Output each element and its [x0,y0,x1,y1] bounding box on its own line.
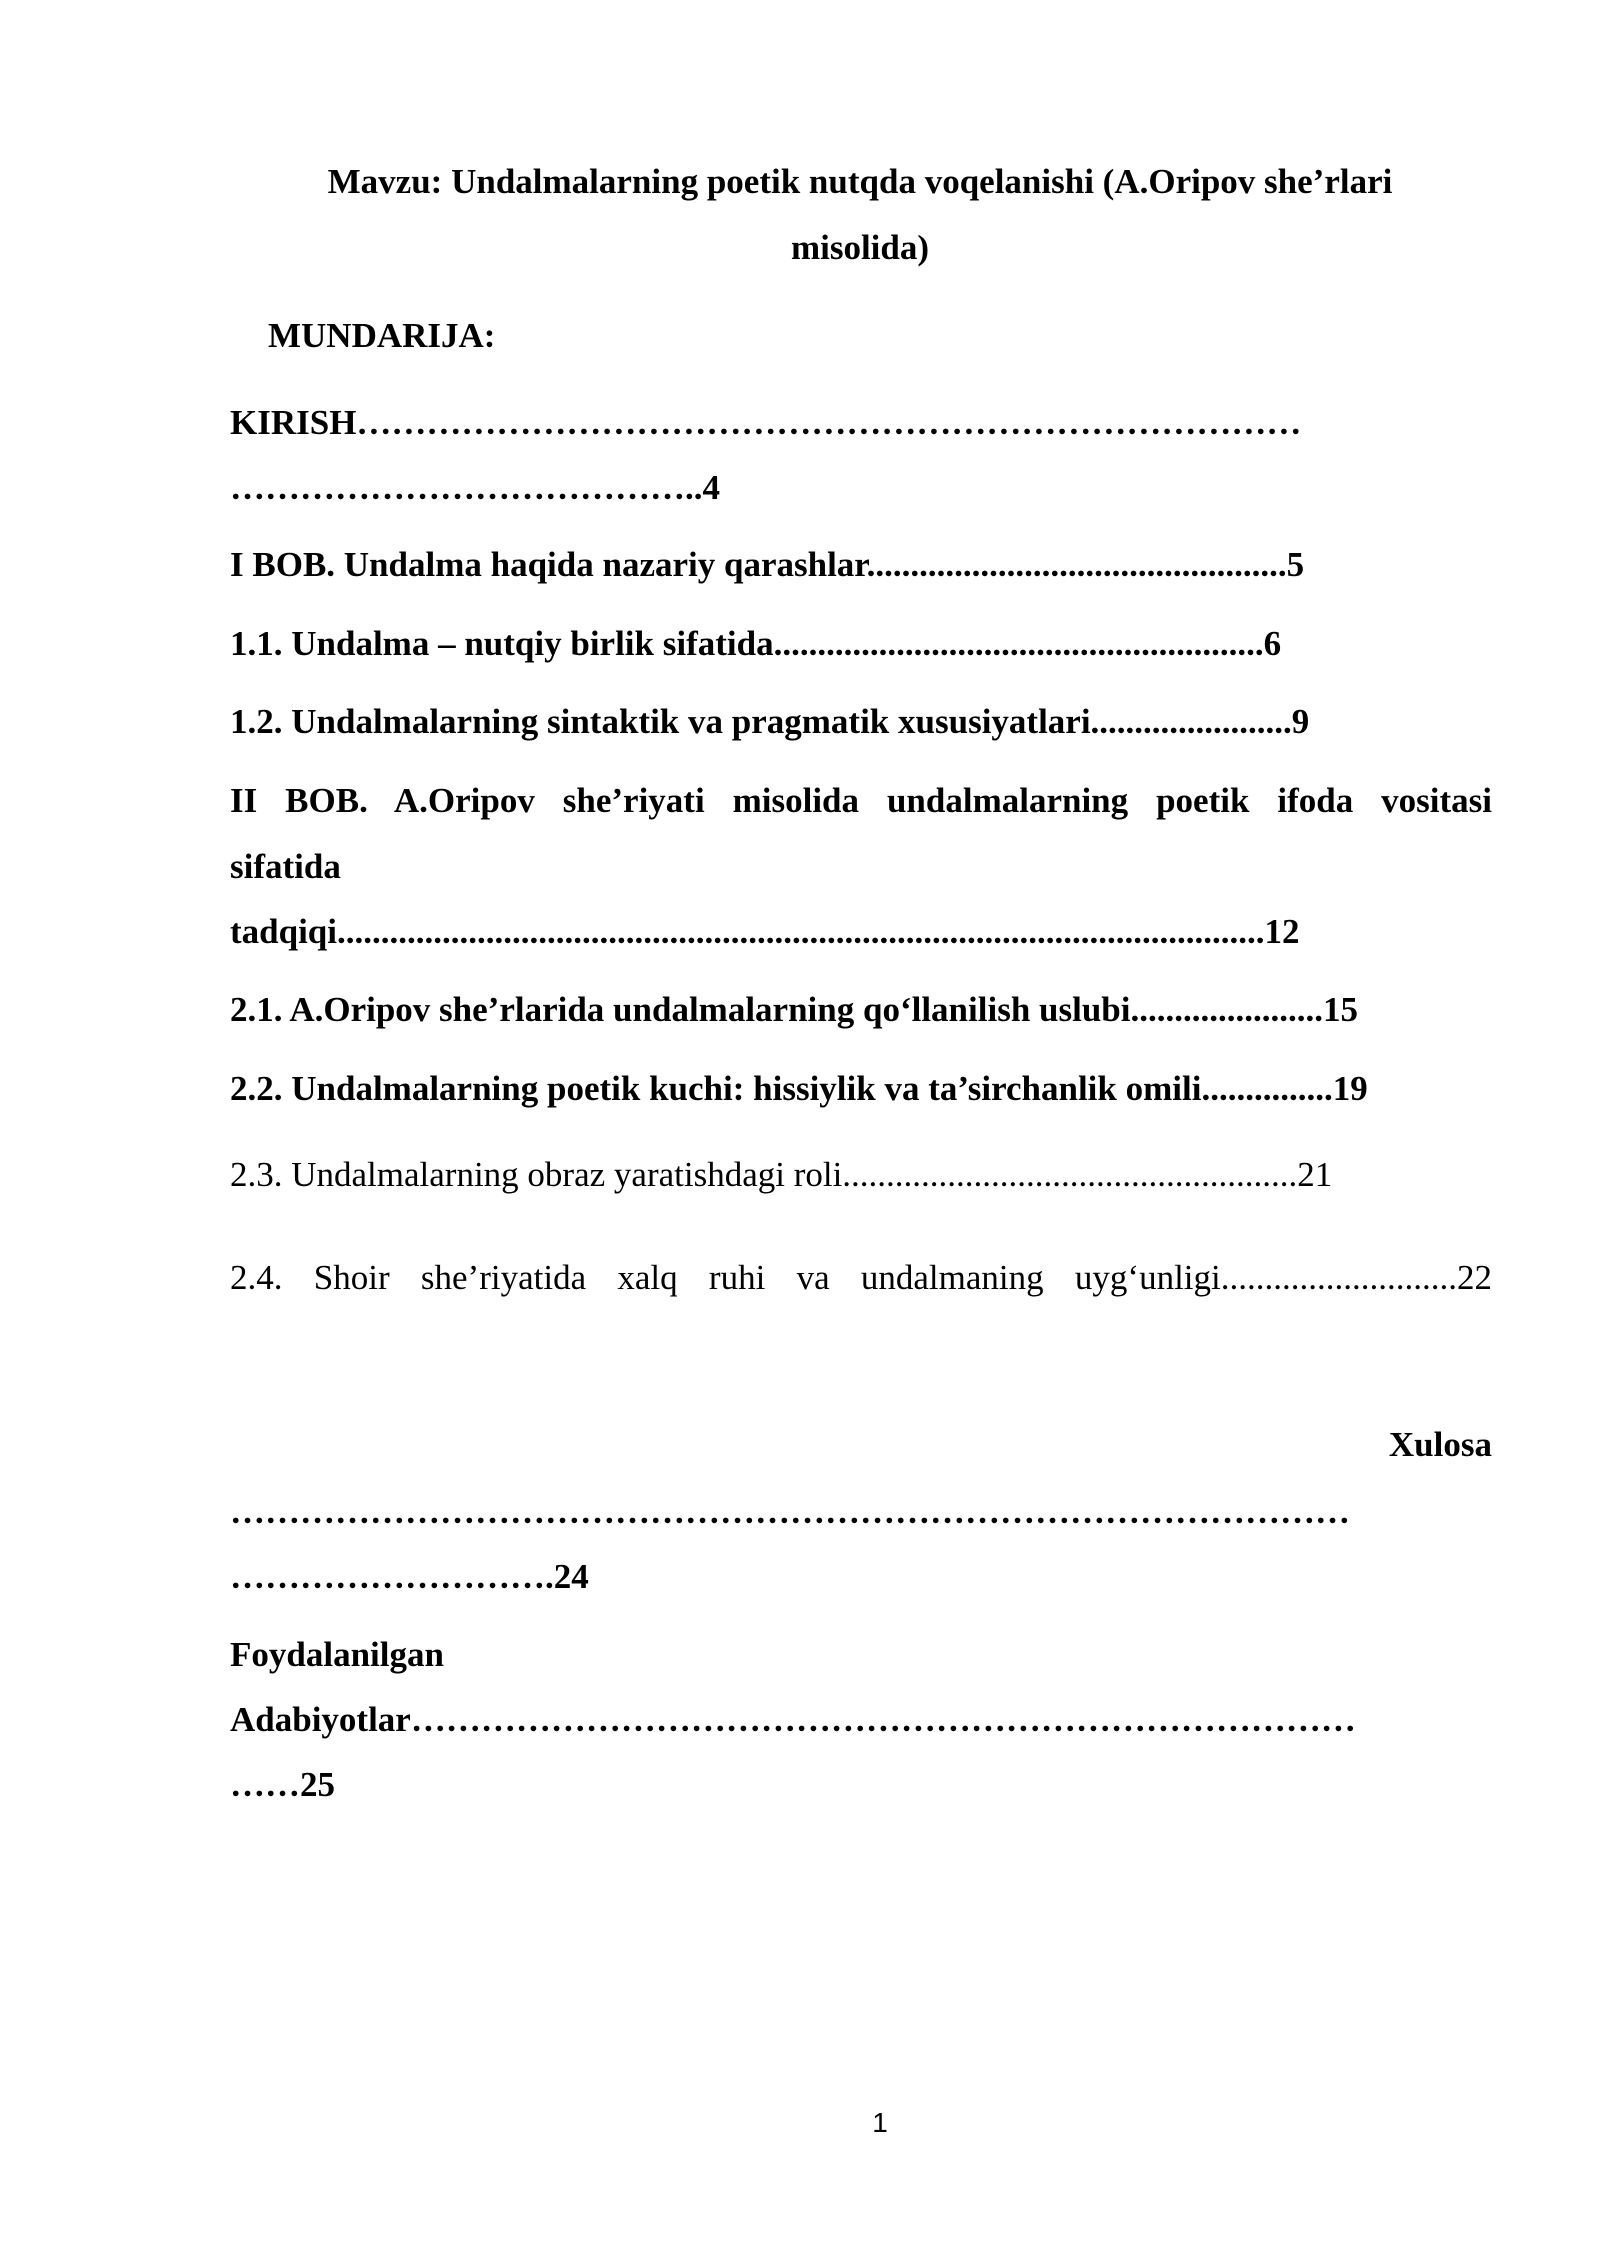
topic-title-line-1: Mavzu: Undalmalarning poetik nutqda voqelanishi (A.Oripov she’rlari [327,162,1393,201]
toc-entry-adabiyotlar-continuation: Adabiyotlar……………………………………………………………………… [230,1700,1356,1739]
toc-entry-adabiyotlar-page: ……25 [230,1765,335,1804]
toc-entry-adabiyotlar: Foydalanilgan [230,1635,444,1674]
toc-entry-bob-2-continuation: sifatida [230,847,341,886]
toc-entry-bob-2: II BOB. A.Oripov she’riyati misolida undalmalarning poetik ifoda vositasi [230,781,1492,820]
toc-entry-2-3: 2.3. Undalmalarning obraz yaratishdagi roli....................................................21 [230,1155,1333,1194]
toc-entry-bob-1: I BOB. Undalma haqida nazariy qarashlar................................................5 [230,545,1305,584]
contents-heading: MUNDARIJA: [268,316,496,355]
toc-entry-2-4: 2.4. Shoir she’riyatida xalq ruhi va undalmaning uyg‘unligi...........................22 [230,1258,1492,1297]
toc-entry-kirish: KIRISH……………………………………………………………………… [230,403,1302,442]
toc-entry-kirish-continuation: …………………………………..4 [230,468,720,507]
topic-title-line-2: misolida) [790,228,930,267]
page-number: 1 [872,2107,888,2138]
toc-entry-1-1: 1.1. Undalma – nutqiy birlik sifatida........................................................6 [230,624,1282,663]
toc-entry-2-2: 2.2. Undalmalarning poetik kuchi: hissiylik va ta’sirchanlik omili...............19 [230,1069,1368,1108]
toc-entry-2-1: 2.1. A.Oripov she’rlarida undalmalarning qo‘llanilish uslubi......................15 [230,990,1358,1029]
toc-entry-xulosa-page: ……………………….24 [230,1557,589,1596]
toc-entry-bob-2-end: tadqiqi..........................................................................................................12 [230,912,1300,951]
toc-entry-xulosa-dots: …………………………………………………………………………………… [230,1492,1350,1531]
toc-entry-1-2: 1.2. Undalmalarning sintaktik va pragmatik xususiyatlari.......................9 [230,702,1310,741]
toc-entry-xulosa: Xulosa [1388,1425,1492,1464]
